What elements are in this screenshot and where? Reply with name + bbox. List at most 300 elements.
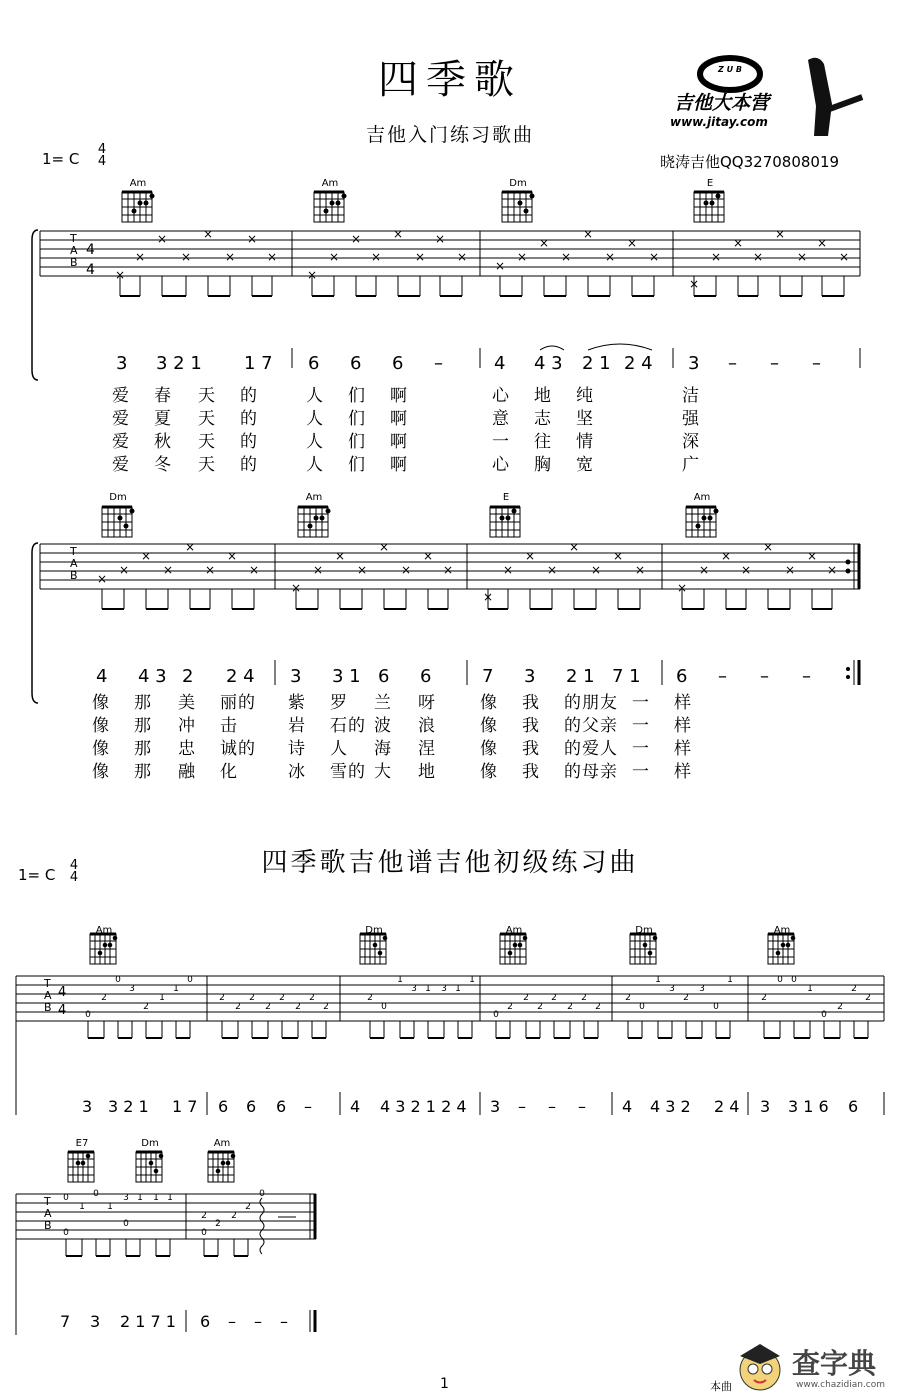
svg-text:×: × [582, 227, 594, 241]
svg-text:×: × [740, 563, 752, 577]
svg-text:×: × [456, 250, 468, 264]
time-signature-bottom: 4 [97, 154, 107, 169]
svg-text:×: × [246, 232, 258, 246]
svg-text:×: × [162, 563, 174, 577]
svg-text:×: × [626, 236, 638, 250]
lyric-char: 丽 [220, 693, 237, 713]
tab-system-3 [0, 920, 900, 1120]
svg-text:×: × [290, 581, 302, 595]
chord-diagram-dm-1 [502, 192, 532, 222]
lyric-char: 浪 [418, 716, 435, 736]
lyric-char: 诗 [288, 739, 305, 759]
svg-text:2: 2 [249, 993, 255, 1003]
lyric-char: 一 [492, 432, 509, 452]
lyric-char: 们 [348, 432, 365, 452]
time-signature-bottom: 4 [69, 870, 79, 885]
svg-text:1: 1 [807, 984, 813, 994]
svg-text:0: 0 [85, 1010, 91, 1020]
mascot-icon [730, 1336, 790, 1396]
lyric-char: 人 [306, 455, 323, 475]
lyric-char: 人 [306, 409, 323, 429]
tab-clef-b: B [70, 256, 78, 269]
lyric-char: 样 [674, 739, 691, 759]
lyric-char: 往 [534, 432, 551, 452]
lyric-char: 的 [240, 455, 257, 475]
lyric-char: 爱 [112, 409, 129, 429]
lyric-char: 们 [348, 455, 365, 475]
svg-text:2: 2 [625, 993, 631, 1003]
jianpu-note: 6 [308, 353, 320, 374]
svg-text:2: 2 [595, 1002, 601, 1012]
svg-text:×: × [648, 250, 660, 264]
chord-name: E [706, 178, 714, 189]
tab-clef [70, 233, 78, 269]
svg-text:×: × [226, 549, 238, 563]
svg-text:3: 3 [123, 1193, 129, 1203]
svg-text:×: × [356, 563, 368, 577]
svg-text:2: 2 [761, 993, 767, 1003]
svg-text:×: × [378, 540, 390, 554]
time-signature-top: 4 [97, 142, 107, 157]
svg-text:0: 0 [201, 1228, 207, 1238]
lyric-char: 像 [92, 739, 109, 759]
svg-text:2: 2 [367, 993, 373, 1003]
lyric-char: 样 [674, 762, 691, 782]
chord-diagram-dm-5 [136, 1152, 162, 1182]
lyric-char: 意 [492, 409, 509, 429]
svg-text:×: × [698, 563, 710, 577]
jianpu-note: 3 1 [332, 666, 361, 687]
lyric-char: 我 [522, 716, 539, 736]
jianpu-note: – [304, 1097, 312, 1116]
svg-text:0: 0 [115, 975, 121, 985]
jianpu-note: 2 1 [582, 353, 611, 374]
jianpu-note: 6 [392, 353, 404, 374]
svg-text:1: 1 [159, 993, 165, 1003]
lyric-char: 冰 [288, 762, 305, 782]
svg-text:1: 1 [655, 975, 661, 985]
lyric-char: 的 [240, 432, 257, 452]
tab-clef-t: T [44, 977, 51, 990]
page-number: 1 [440, 1376, 449, 1392]
lyric-char: 岩 [288, 716, 305, 736]
svg-text:×: × [732, 236, 744, 250]
svg-text:2: 2 [143, 1002, 149, 1012]
watermark-url: www.chazidian.com [796, 1380, 886, 1390]
svg-text:×: × [502, 563, 514, 577]
lyric-char: 呀 [418, 693, 435, 713]
lyric-char: 的 [348, 716, 365, 736]
lyric-char: 秋 [154, 432, 171, 452]
svg-text:×: × [224, 250, 236, 264]
jianpu-note: – [578, 1097, 586, 1116]
chord-name: Am [305, 492, 323, 503]
lyric-char: 们 [348, 409, 365, 429]
jianpu-note: 4 3 2 [650, 1097, 691, 1116]
svg-text:×: × [442, 563, 454, 577]
tab-clef [44, 1196, 52, 1232]
svg-text:×: × [546, 563, 558, 577]
tab-clef-t: T [44, 1195, 51, 1208]
svg-text:2: 2 [551, 993, 557, 1003]
time-signature-bottom: 4 [58, 1003, 67, 1018]
svg-text:×: × [306, 268, 318, 282]
svg-text:×: × [560, 250, 572, 264]
svg-text:0: 0 [777, 975, 783, 985]
jianpu-note: 3 [688, 353, 700, 374]
lyric-char: 我 [522, 762, 539, 782]
lyric-char: 人 [306, 386, 323, 406]
lyric-char: 的 [238, 693, 255, 713]
svg-text:3: 3 [411, 984, 417, 994]
lyric-char: 心 [492, 455, 509, 475]
jianpu-note: 2 1 [566, 666, 595, 687]
svg-text:0: 0 [821, 1010, 827, 1020]
tab-clef-a: A [44, 1207, 52, 1220]
lyric-char: 深 [682, 432, 699, 452]
jianpu-note: 7 1 [612, 666, 641, 687]
svg-text:0: 0 [713, 1002, 719, 1012]
chord-name: Dm [509, 178, 527, 189]
tab-clef-t: T [70, 545, 77, 558]
lyric-char: 广 [682, 455, 699, 475]
lyric-char: 纯 [576, 386, 593, 406]
tab-clef [44, 978, 52, 1014]
page-title: 四季歌 [378, 57, 522, 103]
chord-diagram-am-7 [768, 934, 794, 964]
section-title: 四季歌吉他谱吉他初级练习曲 [261, 848, 639, 878]
lyric-char: 坚 [576, 409, 593, 429]
jianpu-note: 3 1 6 [788, 1097, 829, 1116]
lyric-char: 海 [374, 739, 391, 759]
svg-text:3: 3 [669, 984, 675, 994]
jianpu-note: 2 4 [624, 353, 653, 374]
svg-text:1: 1 [727, 975, 733, 985]
lyric-char: 雪 [330, 762, 347, 782]
chord-diagram-am-1 [122, 192, 152, 222]
chord-name: Am [213, 1138, 231, 1149]
svg-text:2: 2 [323, 1002, 329, 1012]
svg-text:2: 2 [567, 1002, 573, 1012]
svg-text:2: 2 [837, 1002, 843, 1012]
lyric-char: 亲 [600, 716, 617, 736]
svg-text:×: × [604, 250, 616, 264]
lyric-char: 一 [632, 693, 649, 713]
svg-text:×: × [334, 549, 346, 563]
tab-clef-a: A [70, 244, 78, 257]
lyric-char: 天 [198, 386, 215, 406]
svg-text:×: × [328, 250, 340, 264]
time-signature-top: 4 [86, 242, 95, 258]
lyric-char: 那 [134, 762, 151, 782]
jianpu-note: 6 [218, 1097, 229, 1116]
lyric-char: 母 [582, 762, 599, 782]
jianpu-note: 6 [378, 666, 390, 687]
jianpu-note: 3 2 1 [108, 1097, 149, 1116]
svg-text:×: × [762, 540, 774, 554]
svg-text:×: × [392, 227, 404, 241]
chord-diagram-am-2 [314, 192, 344, 222]
logo-badge: Z U B [718, 65, 742, 74]
jianpu-note: – [728, 353, 737, 374]
lyric-char: 情 [576, 432, 593, 452]
key-signature: 1= C [42, 150, 80, 168]
chord-name: Dm [365, 925, 383, 936]
chord-name: Am [321, 178, 339, 189]
jianpu-note: – [718, 666, 727, 687]
jianpu-note: – [254, 1312, 262, 1331]
lyric-char: 像 [480, 716, 497, 736]
lyric-char: 亲 [600, 762, 617, 782]
jianpu-note: 6 [848, 1097, 859, 1116]
svg-text:×: × [516, 250, 528, 264]
lyric-char: 爱 [112, 432, 129, 452]
jianpu-note: – [280, 1312, 288, 1331]
chord-name: E7 [75, 1138, 89, 1149]
svg-text:1: 1 [137, 1193, 143, 1203]
jianpu-note: 3 [116, 353, 128, 374]
svg-text:1: 1 [153, 1193, 159, 1203]
svg-text:1: 1 [425, 984, 431, 994]
key-signature: 1= C [18, 866, 56, 884]
jianpu-note: 1 7 [244, 353, 273, 374]
jianpu-note: – [812, 353, 821, 374]
svg-text:×: × [134, 250, 146, 264]
lyric-char: 们 [348, 386, 365, 406]
lyric-char: 样 [674, 716, 691, 736]
lyric-char: 美 [178, 693, 195, 713]
lyric-char: 人 [306, 432, 323, 452]
svg-text:0: 0 [123, 1219, 129, 1229]
svg-text:3: 3 [699, 984, 705, 994]
jianpu-note: 1 7 [172, 1097, 198, 1116]
svg-text:×: × [752, 250, 764, 264]
time-signature-top: 4 [69, 858, 79, 873]
svg-text:2: 2 [265, 1002, 271, 1012]
svg-text:×: × [96, 572, 108, 586]
jianpu-note: 2 4 [714, 1097, 740, 1116]
chord-diagram-am-4 [686, 507, 716, 537]
svg-text:2: 2 [865, 993, 871, 1003]
lyric-char: 春 [154, 386, 171, 406]
lyric-char: 爱 [582, 739, 599, 759]
lyric-char: 的 [348, 762, 365, 782]
lyric-char: 夏 [154, 409, 171, 429]
chord-diagram-dm-4 [630, 934, 656, 964]
svg-text:0: 0 [93, 1189, 99, 1199]
tab-clef [70, 546, 78, 582]
svg-text:×: × [524, 549, 536, 563]
svg-text:2: 2 [231, 1211, 237, 1221]
jianpu-note: 4 [350, 1097, 361, 1116]
svg-text:2: 2 [581, 993, 587, 1003]
svg-text:×: × [482, 590, 494, 604]
svg-text:×: × [202, 227, 214, 241]
jianpu-note: 2 1 7 1 [120, 1312, 176, 1331]
tab-system-4 [0, 1140, 340, 1340]
jianpu-note: 6 [676, 666, 688, 687]
jianpu-note: 4 3 2 1 2 4 [380, 1097, 467, 1116]
svg-text:×: × [180, 250, 192, 264]
lyric-char: 像 [480, 762, 497, 782]
lyric-char: 击 [220, 716, 237, 736]
lyric-char: 志 [534, 409, 551, 429]
svg-text:×: × [312, 563, 324, 577]
lyric-char: 人 [600, 739, 617, 759]
svg-text:×: × [266, 250, 278, 264]
svg-text:1: 1 [455, 984, 461, 994]
time-signature-bottom: 4 [86, 262, 95, 278]
svg-text:×: × [634, 563, 646, 577]
svg-text:0: 0 [493, 1010, 499, 1020]
lyric-char: 涅 [418, 739, 435, 759]
svg-text:1: 1 [173, 984, 179, 994]
jianpu-note: 7 [60, 1312, 71, 1331]
lyric-char: 化 [220, 762, 237, 782]
svg-text:2: 2 [295, 1002, 301, 1012]
lyric-char: 强 [682, 409, 699, 429]
lyric-char: 的 [564, 762, 581, 782]
jianpu-note: 3 [90, 1312, 101, 1331]
lyric-char: 天 [198, 432, 215, 452]
lyric-char: 像 [92, 693, 109, 713]
jianpu-note: – [228, 1312, 236, 1331]
svg-text:0: 0 [187, 975, 193, 985]
svg-text:0: 0 [639, 1002, 645, 1012]
svg-text:0: 0 [259, 1189, 265, 1199]
lyric-char: 波 [374, 716, 391, 736]
lyric-char: 一 [632, 762, 649, 782]
svg-text:×: × [838, 250, 850, 264]
time-signature [68, 860, 80, 884]
svg-text:×: × [816, 236, 828, 250]
jianpu-note: 4 3 [534, 353, 563, 374]
site-logo[interactable] [668, 50, 868, 140]
svg-text:×: × [350, 232, 362, 246]
chord-diagram-am-6 [500, 934, 526, 964]
jianpu-note: – [802, 666, 811, 687]
lyric-char: 天 [198, 409, 215, 429]
svg-text:2: 2 [101, 993, 107, 1003]
svg-text:2: 2 [851, 984, 857, 994]
svg-text:×: × [204, 563, 216, 577]
site-watermark[interactable] [730, 1336, 894, 1396]
lyric-char: 爱 [112, 455, 129, 475]
jianpu-note: 2 [182, 666, 194, 687]
svg-text:×: × [774, 227, 786, 241]
tab-clef-b: B [44, 1001, 52, 1014]
svg-text:2: 2 [523, 993, 529, 1003]
chord-diagram-dm-3 [360, 934, 386, 964]
svg-text:0: 0 [381, 1002, 387, 1012]
svg-text:2: 2 [309, 993, 315, 1003]
svg-text:×: × [118, 563, 130, 577]
lyric-char: 我 [522, 739, 539, 759]
svg-text:×: × [434, 232, 446, 246]
lyric-char: 胸 [534, 455, 551, 475]
tab-time-signature [86, 240, 95, 280]
lyric-char: 一 [632, 716, 649, 736]
jianpu-note: 4 [622, 1097, 633, 1116]
chord-name: Dm [635, 925, 653, 936]
svg-text:2: 2 [245, 1202, 251, 1212]
svg-text:2: 2 [683, 993, 689, 1003]
svg-text:×: × [590, 563, 602, 577]
lyric-char: 天 [198, 455, 215, 475]
lyric-char: 心 [492, 386, 509, 406]
lyric-char: 的 [238, 739, 255, 759]
chord-diagram-dm-2 [102, 507, 132, 537]
svg-text:×: × [400, 563, 412, 577]
chord-name: Dm [141, 1138, 159, 1149]
lyric-char: 朋 [582, 693, 599, 713]
lyric-char: 忠 [178, 739, 195, 759]
svg-text:×: × [248, 563, 260, 577]
lyric-char: 冲 [178, 716, 195, 736]
lyric-char: 父 [582, 716, 599, 736]
jianpu-note: – [760, 666, 769, 687]
lyric-char: 一 [632, 739, 649, 759]
lyric-char: 像 [480, 693, 497, 713]
lyric-char: 像 [92, 716, 109, 736]
watermark-text: 查字典 [792, 1347, 877, 1380]
lyric-char: 融 [178, 762, 195, 782]
jianpu-note: 3 2 1 [156, 353, 202, 374]
chord-diagram-am-8 [208, 1152, 234, 1182]
svg-text:×: × [568, 540, 580, 554]
jianpu-note: 7 [482, 666, 494, 687]
svg-text:×: × [612, 549, 624, 563]
svg-text:0: 0 [791, 975, 797, 985]
lyric-char: 宽 [576, 455, 593, 475]
svg-text:×: × [114, 268, 126, 282]
svg-text:1: 1 [469, 975, 475, 985]
lyric-char: 地 [534, 386, 551, 406]
lyric-char: 的 [564, 716, 581, 736]
chord-name: Dm [109, 492, 127, 503]
lyric-char: 人 [330, 739, 347, 759]
chord-name: Am [773, 925, 791, 936]
svg-text:×: × [676, 581, 688, 595]
time-signature-top: 4 [58, 985, 67, 1000]
svg-text:×: × [184, 540, 196, 554]
jianpu-note: 4 [96, 666, 108, 687]
svg-text:×: × [156, 232, 168, 246]
lyric-char: 像 [480, 739, 497, 759]
logo-text: 吉他大本营 [674, 92, 770, 114]
svg-text:0: 0 [63, 1228, 69, 1238]
chord-name: E [502, 492, 510, 503]
chord-name: Am [95, 925, 113, 936]
lyric-char: 啊 [390, 455, 407, 475]
lyric-char: 啊 [390, 409, 407, 429]
chord-name: Am [129, 178, 147, 189]
svg-text:×: × [140, 549, 152, 563]
svg-text:×: × [414, 250, 426, 264]
jianpu-note: 6 [200, 1312, 211, 1331]
jianpu-note: 3 [760, 1097, 771, 1116]
lyric-char: 样 [674, 693, 691, 713]
lyric-char: 的 [240, 409, 257, 429]
tab-system-1 [0, 170, 900, 390]
lyric-char: 石 [330, 716, 347, 736]
jianpu-note: 6 [350, 353, 362, 374]
jianpu-note: 6 [276, 1097, 287, 1116]
lyric-char: 友 [600, 693, 617, 713]
time-signature [96, 144, 108, 168]
tab-clef-b: B [44, 1219, 52, 1232]
chord-diagram-am-3 [298, 507, 328, 537]
